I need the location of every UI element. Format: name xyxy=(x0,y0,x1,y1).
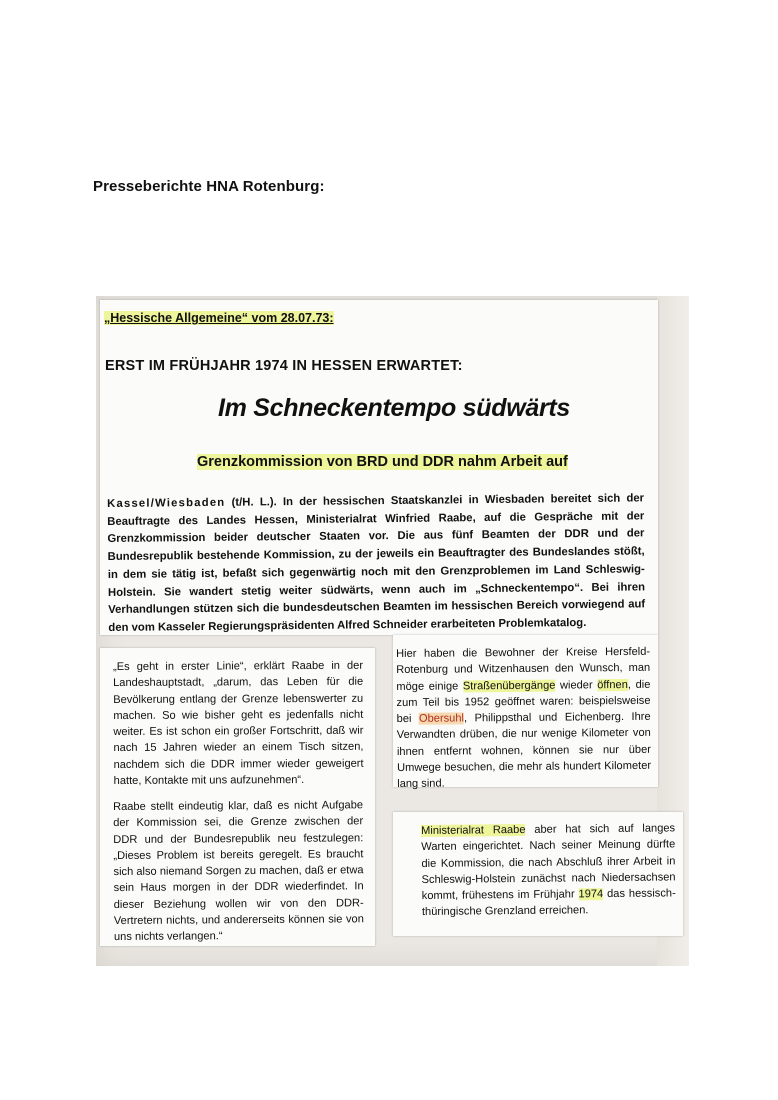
page-heading: Presseberichte HNA Rotenburg: xyxy=(93,178,325,195)
left-paragraph-commission: Raabe stellt eindeutig klar, daß es nicht Aufgabe der Kommission sei, die Grenze zwischen der DDR und der Bundesrepublik neu festzulegen: „Dieses Problem ist bereits geregelt. Es braucht sich also niemand Sorgen zu machen, daß er etwa sein Haus morgen in der DDR wiederfindet. In dieser Beziehung wollen wir von den DDR-Vertretern nichts, und andererseits können sie von uns nichts verlangen.“ xyxy=(113,799,364,944)
source-line: „Hessische Allgemeine“ vom 28.07.73: xyxy=(104,311,334,325)
right-paragraph-crossings xyxy=(396,644,651,793)
article-subheadline: Grenzkommission von BRD und DDR nahm Arbeit auf xyxy=(197,454,568,470)
text-segment: das hessisch-thüringische Grenzland erreichen. xyxy=(421,887,676,919)
lead-body: (t/H. L.). In der hessischen Staatskanzlei in Wiesbaden bereitet sich der Beauftragte des Landes Hessen, Ministerialrat Winfried Raabe, auf die Gespräche mit der Grenzkommission beider deutscher Staaten vor. Die aus fünf Beamten der DDR und der Bundesrepublik bestehende Kommission, zu der jeweils ein Beauftragter des Bundeslandes stößt, in dem sie tätig ist, befaßt sich gegenwärtig noch mit den Grenzproblemen im Land Schleswig-Holstein. Sie wandert stetig weiter südwärts, wenn auch im „Schneckentempo“. Bei ihren Verhandlungen stützen sich die bundesdeutschen Beamten im hessischen Bereich vorwiegend auf den vom Kasseler Regierungspräsidenten Alfred Schneider erarbeiteten Problemkatalog. xyxy=(107,492,646,634)
text-segment: wieder xyxy=(555,678,598,692)
right-paragraph-raabe xyxy=(421,820,676,920)
article-overline: ERST IM FRÜHJAHR 1974 IN HESSEN ERWARTET: xyxy=(105,358,463,374)
text-segment: , Philippsthal und Eichenberg. Ihre Verwandten drüben, die nur wenige Kilometer von ihnen entfernt wohnen, können sie nur über Umwege besuchen, die mehr als hundert Kilometer lang sind. xyxy=(396,710,652,791)
highlight-1974: 1974 xyxy=(578,888,604,901)
text-segment: aber hat sich auf langes Warten eingerichtet. Nach seiner Meinung dürfte die Kommission, die nach Abschluß ihrer Arbeit in Schleswig-Holstein zunächst nach Niedersachsen kommt, frühestens im Frühjahr xyxy=(421,822,676,903)
left-paragraph-quote: „Es geht in erster Linie“, erklärt Raabe in der Landeshauptstadt, „darum, das Leben für die Bevölkerung entlang der Grenze lebenswerter zu machen. So wie bisher geht es jedenfalls nicht weiter. Es ist schon ein großer Fortschritt, daß wir nach 15 Jahren wieder an einem Tisch sitzen, nachdem sich die DDR immer wieder geweigert hatte, Kontakte mit uns aufzunehmen“. xyxy=(113,659,364,788)
text-segment: Hier haben die Bewohner der Kreise Hersfeld-Rotenburg und Witzenhausen den Wunsch, man möge einige xyxy=(396,645,651,693)
highlight-oeffnen: öffnen xyxy=(597,678,628,691)
highlight-ministerialrat-raabe: Ministerialrat Raabe xyxy=(421,823,526,837)
article-lead xyxy=(107,490,645,637)
lead-dateline: Kassel/Wiesbaden xyxy=(107,496,226,510)
text-segment: , die zum Teil bis 1952 geöffnet waren: beispielsweise bei xyxy=(396,678,651,726)
highlight-obersuhl: Obersuhl xyxy=(418,712,465,725)
article-headline: Im Schneckentempo südwärts xyxy=(218,394,571,422)
highlight-strassenuebergaenge: Straßenübergänge xyxy=(462,679,556,693)
